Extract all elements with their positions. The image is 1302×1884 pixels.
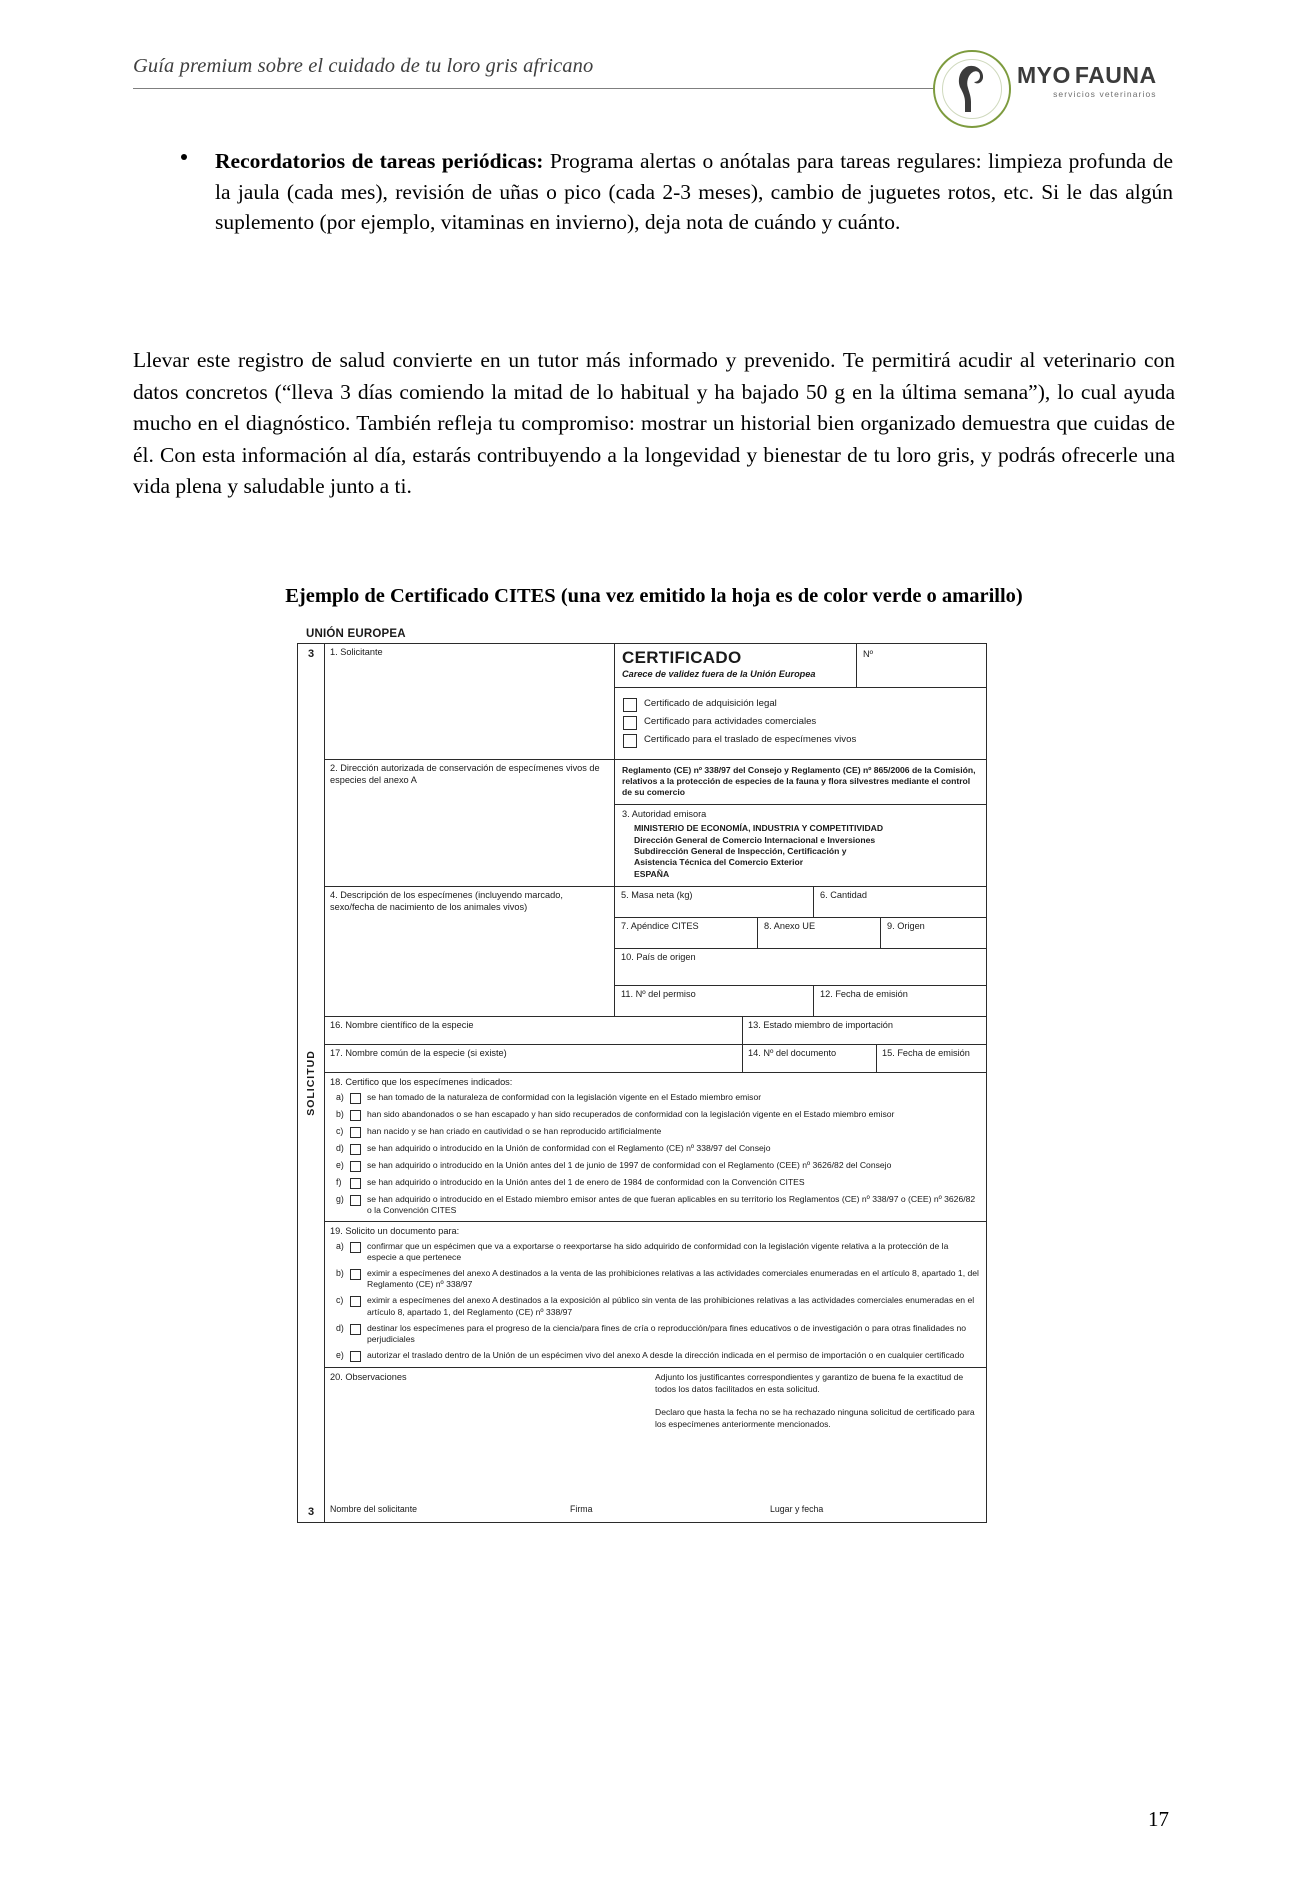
- autoridad-emisora-details: [622, 823, 980, 880]
- autoridad-line-5: ESPAÑA: [634, 868, 670, 879]
- field-4-descripcion: [325, 887, 615, 1017]
- field-2-direccion: [325, 760, 615, 887]
- checkbox-icon[interactable]: [350, 1242, 361, 1253]
- spine-number-top: 3: [307, 648, 315, 660]
- item-letter: g): [336, 1193, 344, 1204]
- checkbox-icon[interactable]: [350, 1178, 361, 1189]
- item-letter: e): [336, 1159, 344, 1170]
- checkbox-icon[interactable]: [350, 1296, 361, 1307]
- cites-row-2: [325, 760, 987, 887]
- certificado-block: [615, 644, 987, 760]
- field-19-item[interactable]: [330, 1350, 980, 1362]
- item-letter: e): [336, 1350, 344, 1361]
- field-17-label: 17. Nombre común de la especie (si existe): [330, 1047, 507, 1058]
- cites-form-spine: [298, 644, 325, 1522]
- item-text: eximir a especímenes del anexo A destinados a la exposición al público sin venta de las prohibiciones relativas a las actividades comerciales enumeradas en el artículo 8, apartado 1, del Reglamento (CE) nº 338/97: [367, 1295, 975, 1317]
- item-letter: b): [336, 1108, 344, 1119]
- field-20-observaciones: [325, 1368, 987, 1494]
- cites-row-1: [325, 644, 987, 760]
- field-1-solicitante: [325, 644, 615, 760]
- cites-certificate-figure: [297, 628, 987, 1523]
- item-text: autorizar el traslado dentro de la Unión de un espécimen vivo del anexo A desde la dirección indicada en el permiso de importación o en cualquier certificado: [367, 1350, 965, 1361]
- item-text: se han adquirido o introducido en la Unión antes del 1 de junio de 1997 de conformidad con el Reglamento (CEE) nº 3626/82 del Consejo: [367, 1159, 892, 1170]
- item-text: han nacido y se han criado en cautividad o se han reproducido artificialmente: [367, 1125, 662, 1136]
- field-15-fecha-emision: [877, 1045, 987, 1073]
- checkbox-label-2: Certificado para actividades comerciales: [644, 715, 817, 727]
- checkbox-icon[interactable]: [350, 1324, 361, 1335]
- cites-form-outer: [297, 643, 987, 1523]
- logo-fauna-text: FAUNA: [1074, 62, 1157, 88]
- header-divider: [133, 88, 968, 89]
- observaciones-text-1: Adjunto los justificantes correspondientes y garantizo de buena fe la exactitud de todos los datos facilitados en esta solicitud.: [655, 1372, 964, 1394]
- field-9-label: 9. Origen: [887, 920, 925, 931]
- item-letter: d): [336, 1142, 344, 1153]
- field-12-fecha: [814, 986, 987, 1016]
- bullet-body-text: Programa alertas o anótalas para tareas regulares: limpieza profunda de la jaula (cada mes), revisión de uñas o pico (cada 2-3 meses), cambio de juguetes rotos, etc. Si le das algún suplemento (por ejemplo, vitaminas en invierno), deja nota de cuándo y cuánto.: [215, 149, 1173, 235]
- field-3-label: 3. Autoridad emisora: [622, 809, 707, 820]
- checkbox-icon[interactable]: [350, 1144, 361, 1155]
- field-15-label: 15. Fecha de emisión: [882, 1047, 970, 1058]
- cites-union-europea-label: UNIÓN EUROPEA: [306, 628, 406, 640]
- field-18-item[interactable]: [330, 1092, 980, 1104]
- field-18-item[interactable]: [330, 1143, 980, 1155]
- field-n-cell: [857, 644, 987, 687]
- field-7-label: 7. Apéndice CITES: [621, 920, 699, 931]
- checkbox-row-traslado-especimenes[interactable]: [623, 734, 979, 748]
- field-18-item[interactable]: [330, 1194, 980, 1216]
- checkbox-icon[interactable]: [350, 1269, 361, 1280]
- item-letter: a): [336, 1091, 344, 1102]
- signature-place-label: Lugar y fecha: [770, 1504, 824, 1515]
- field-18-item[interactable]: [330, 1126, 980, 1138]
- checkbox-icon[interactable]: [623, 734, 637, 748]
- item-letter: b): [336, 1268, 344, 1279]
- autoridad-line-1: MINISTERIO DE ECONOMÍA, INDUSTRIA Y COMPETITIVIDAD: [634, 823, 884, 834]
- parrot-logo-icon: [933, 50, 1011, 128]
- spine-number-bottom: 3: [307, 1506, 315, 1519]
- field-18-title: 18. Certifico que los especímenes indicados:: [330, 1076, 513, 1087]
- field-14-num-documento: [743, 1045, 877, 1073]
- cites-row-17-14-15: [325, 1045, 987, 1073]
- item-text: destinar los especímenes para el progreso de la ciencia/para fines de cría o reproducción/para fines educativos o de investigación o para otras finalidades no perjudiciales: [367, 1322, 967, 1344]
- logo-wordmark: [1017, 64, 1157, 99]
- field-18-certifico: [325, 1073, 987, 1222]
- field-5-label: 5. Masa neta (kg): [621, 889, 693, 900]
- field-12-label: 12. Fecha de emisión: [820, 988, 908, 999]
- header-title: Guía premium sobre el cuidado de tu loro gris africano: [133, 55, 594, 77]
- field-5-masa-neta: [615, 887, 814, 917]
- signature-row: [325, 1494, 987, 1522]
- page-number: 17: [1148, 1807, 1169, 1831]
- reglamento-autoridad-block: [615, 760, 987, 887]
- field-13-estado-miembro: [743, 1017, 987, 1045]
- brand-logo: [933, 48, 1173, 128]
- bullet-section: [133, 146, 1173, 238]
- field-16-label: 16. Nombre científico de la especie: [330, 1019, 474, 1030]
- spine-label: SOLICITUD: [305, 1050, 317, 1116]
- checkbox-label-3: Certificado para el traslado de especímenes vivos: [644, 733, 857, 745]
- certificado-title-cell: [615, 644, 857, 687]
- field-17-nombre-comun: [325, 1045, 743, 1073]
- checkbox-icon[interactable]: [623, 698, 637, 712]
- cites-row-18: [325, 1073, 987, 1222]
- field-n-label: Nº: [863, 649, 873, 659]
- item-text: se han adquirido o introducido en la Unión antes del 1 de enero de 1984 de conformidad con la Convención CITES: [367, 1176, 805, 1187]
- item-text: se han tomado de la naturaleza de conformidad con la legislación vigente en el Estado miembro emisor: [367, 1091, 762, 1102]
- field-1-label: 1. Solicitante: [330, 647, 383, 657]
- cites-row-3: [325, 887, 987, 1017]
- field-9-origen: [881, 918, 987, 948]
- checkbox-row-actividades-comerciales[interactable]: [623, 716, 979, 730]
- field-10-label: 10. País de origen: [621, 951, 696, 962]
- autoridad-line-4: Asistencia Técnica del Comercio Exterior: [634, 857, 804, 868]
- cites-row-signature: [325, 1494, 987, 1522]
- item-letter: a): [336, 1240, 344, 1251]
- field-8-anexo: [758, 918, 881, 948]
- checkbox-row-adquisicion-legal[interactable]: [623, 698, 979, 712]
- field-19-item[interactable]: [330, 1323, 980, 1345]
- field-13-label: 13. Estado miembro de importación: [748, 1019, 894, 1030]
- bullet-item: [133, 146, 1173, 238]
- item-text: se han adquirido o introducido en el Estado miembro emisor antes de que fueran aplicables en su territorio los Reglamentos (CE) nº 338/97 o (CEE) nº 3626/82 o la Convención CITES: [367, 1193, 976, 1215]
- checkbox-icon[interactable]: [623, 716, 637, 730]
- cites-form-body: [325, 644, 987, 1522]
- field-11-label: 11. Nº del permiso: [621, 988, 696, 999]
- field-19-solicito: [325, 1222, 987, 1368]
- field-18-item[interactable]: [330, 1109, 980, 1121]
- checkbox-icon[interactable]: [350, 1195, 361, 1206]
- field-18-items: [330, 1092, 980, 1216]
- field-16-nombre-cientifico: [325, 1017, 743, 1045]
- item-text: eximir a especímenes del anexo A destinados a la venta de las prohibiciones relativas a las actividades comerciales enumeradas en el artículo 8, apartado 1, del Reglamento (CE) nº 338/97: [367, 1268, 979, 1290]
- item-letter: f): [336, 1176, 342, 1187]
- autoridad-line-3: Subdirección General de Inspección, Certificación y: [634, 845, 847, 856]
- logo-myo-text: MYO: [1017, 62, 1071, 88]
- field-2-label: 2. Dirección autorizada de conservación de especímenes vivos de especies del anexo A: [330, 762, 600, 785]
- observaciones-right: [655, 1372, 980, 1430]
- signature-name-label: Nombre del solicitante: [330, 1504, 418, 1515]
- field-6-cantidad: [814, 887, 987, 917]
- certificado-subtitle: Carece de validez fuera de la Unión Europea: [622, 668, 816, 679]
- field-7-apendice: [615, 918, 758, 948]
- reglamento-text: Reglamento (CE) nº 338/97 del Consejo y Reglamento (CE) nº 865/2006 de la Comisión, relativos a la protección de especies de la fauna y flora silvestres mediante el control de su comercio: [622, 764, 976, 798]
- autoridad-line-2: Dirección General de Comercio Internacional e Inversiones: [634, 834, 876, 845]
- field-18-item[interactable]: [330, 1160, 980, 1172]
- logo-subtitle: servicios veterinarios: [1053, 89, 1157, 99]
- checkbox-icon[interactable]: [350, 1161, 361, 1172]
- checkbox-label-1: Certificado de adquisición legal: [644, 697, 777, 709]
- checkbox-icon[interactable]: [350, 1127, 361, 1138]
- field-10-pais-origen: [615, 949, 987, 986]
- field-8-label: 8. Anexo UE: [764, 920, 816, 931]
- field-19-item[interactable]: [330, 1295, 980, 1317]
- field-14-label: 14. Nº del documento: [748, 1047, 837, 1058]
- cites-row-20: [325, 1368, 987, 1494]
- checkbox-icon[interactable]: [350, 1093, 361, 1104]
- field-19-title: 19. Solicito un documento para:: [330, 1225, 460, 1236]
- item-letter: d): [336, 1322, 344, 1333]
- field-20-label: 20. Observaciones: [330, 1372, 407, 1383]
- bullet-lead-text: Recordatorios de tareas periódicas:: [215, 149, 544, 173]
- certificado-title: CERTIFICADO: [622, 648, 742, 667]
- observaciones-text-2: Declaro que hasta la fecha no se ha rechazado ninguna solicitud de certificado para los especímenes anteriormente mencionados.: [655, 1407, 975, 1429]
- signature-firma-label: Firma: [570, 1504, 593, 1515]
- field-19-items: [330, 1241, 980, 1362]
- field-4-label: 4. Descripción de los especímenes (incluyendo marcado, sexo/fecha de nacimiento de los animales vivos): [330, 889, 563, 912]
- item-text: han sido abandonados o se han escapado y han sido recuperados de conformidad con la legislación vigente en el Estado miembro emisor: [367, 1108, 895, 1119]
- observaciones-left: [330, 1372, 655, 1430]
- checkbox-icon[interactable]: [350, 1110, 361, 1121]
- figure-caption: Ejemplo de Certificado CITES (una vez emitido la hoja es de color verde o amarillo): [285, 585, 1023, 607]
- cites-row-19: [325, 1222, 987, 1368]
- item-text: confirmar que un espécimen que va a exportarse o reexportarse ha sido adquirido de conformidad con la legislación vigente relativa a la protección de la especie a que pertenece: [367, 1240, 949, 1262]
- item-letter: c): [336, 1295, 344, 1306]
- field-6-label: 6. Cantidad: [820, 889, 867, 900]
- main-paragraph: Llevar este registro de salud convierte en un tutor más informado y prevenido. Te permitirá acudir al veterinario con datos concretos (“lleva 3 días comiendo la mitad de lo habitual y ha bajado 50 g en la última semana”), lo cual ayuda mucho en el diagnóstico. También refleja tu compromiso: mostrar un historial bien organizado demuestra que cuidas de él. Con esta información al día, estarás contribuyendo a la longevidad y bienestar de tu loro gris, y podrás ofrecerle una vida plena y saludable junto a ti.: [133, 348, 1175, 499]
- bullet-paragraph: [215, 146, 1173, 238]
- field-19-item[interactable]: [330, 1241, 980, 1263]
- checkbox-icon[interactable]: [350, 1351, 361, 1362]
- logo-ring: [942, 59, 1002, 119]
- cites-row-16-13: [325, 1017, 987, 1045]
- field-19-item[interactable]: [330, 1268, 980, 1290]
- item-letter: c): [336, 1125, 344, 1136]
- bullet-dot-icon: [181, 154, 187, 160]
- fields-5-12-block: [615, 887, 987, 1017]
- field-11-permiso: [615, 986, 814, 1016]
- field-18-item[interactable]: [330, 1177, 980, 1189]
- item-text: se han adquirido o introducido en la Unión de conformidad con el Reglamento (CE) nº 338/97 del Consejo: [367, 1142, 771, 1153]
- page-header: [133, 48, 1173, 126]
